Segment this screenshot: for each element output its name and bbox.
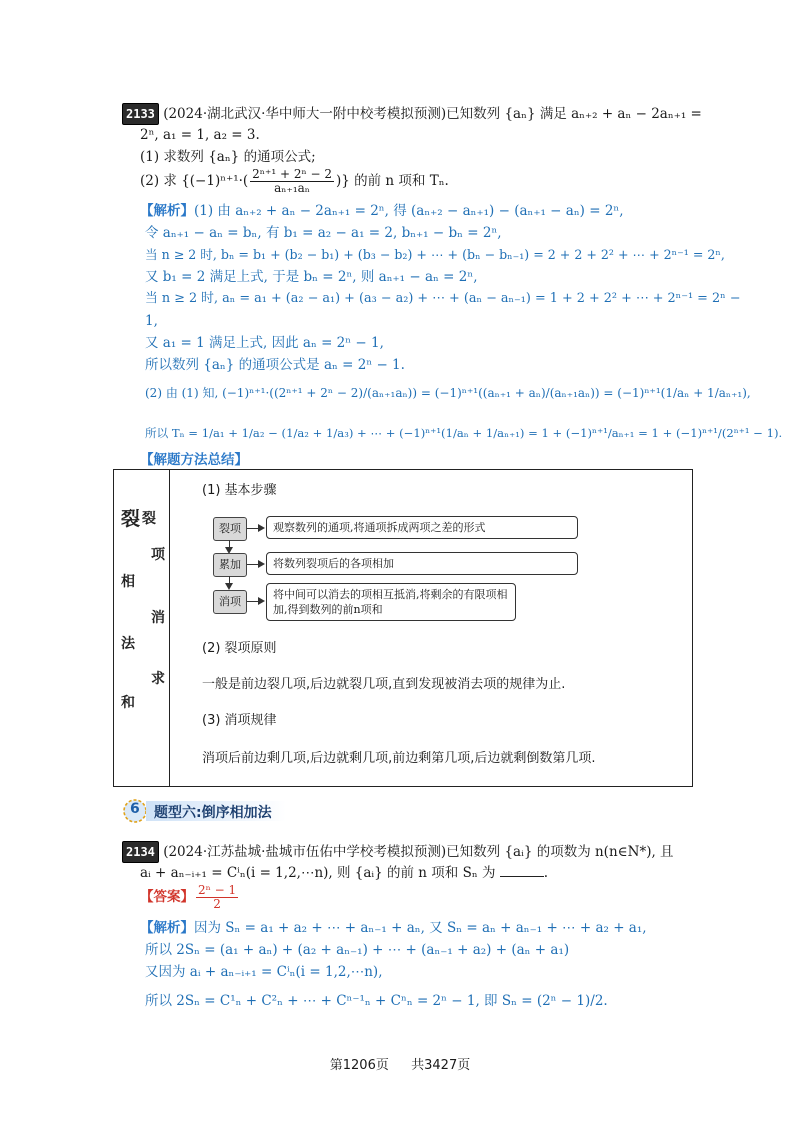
solution-label: 【解析】 [140,203,194,219]
summary-paragraph-3: 消项后前边剩几项,后边就剩几项,前边剩第几项,后边就剩倒数第几项. [202,751,596,766]
arrow-right-icon [258,597,265,605]
side-char: 项 [151,547,165,563]
answer-label: 【答案】 [140,889,194,905]
side-char: 法 [121,636,135,652]
solution-2134-line-4: 所以 2Sₙ = C¹ₙ + C²ₙ + ⋯ + Cⁿ⁻¹ₙ + Cⁿₙ = 2ⁿ − 1, 即 Sₙ = (2ⁿ − 1)/2. [145,993,608,1009]
step-tag-accumulate: 累加 [213,553,247,577]
solution-2134-line-3: 又因为 aᵢ + aₙ₋ᵢ₊₁ = Cⁱₙ(i = 1,2,⋯n), [145,964,383,980]
summary-heading-3: (3) 消项规律 [202,713,277,728]
solution-label: 【解析】 [140,920,194,936]
arrow-down-icon [225,583,233,590]
side-char: 和 [121,695,135,711]
solution-line-3: 当 n ≥ 2 时, bₙ = b₁ + (b₂ − b₁) + (b₃ − b₂) + ⋯ + (bₙ − bₙ₋₁) = 2 + 2 + 2² + ⋯ + 2ⁿ⁻¹ = 2ⁿ, [145,247,725,262]
arrow-right-icon [258,560,265,568]
side-char-big: 裂 [121,508,141,530]
side-char: 求 [151,671,165,687]
problem-number-badge: 2133 [122,103,159,125]
section-header [122,797,352,825]
solution-line-2: 令 aₙ₊₁ − aₙ = bₙ, 有 b₁ = a₂ − a₁ = 2, bₙ₊₁ − bₙ = 2ⁿ, [145,225,502,241]
solution-line-10: 所以 Tₙ = 1/a₁ + 1/a₂ − (1/a₂ + 1/a₃) + ⋯ + (−1)ⁿ⁺¹(1/aₙ + 1/aₙ₊₁) = 1 + (−1)ⁿ⁺¹/aₙ₊₁ = 1 + (−1)ⁿ⁺¹/(2ⁿ⁺¹ − 1). [145,426,783,440]
step-box-accumulate: 将数列裂项后的各项相加 [266,552,578,575]
answer-numerator: 2ⁿ − 1 [198,883,237,897]
method-summary-box [113,469,693,787]
summary-heading-2: (2) 裂项原则 [202,641,277,656]
solution-2134-line-2: 所以 2Sₙ = (a₁ + aₙ) + (a₂ + aₙ₋₁) + ⋯ + (aₙ₋₁ + a₂) + (aₙ + a₁) [145,942,570,958]
problem-intro-text: (2024·江苏盐城·盐城市伍佑中学校考模拟预测)已知数列 {aᵢ} 的项数为 n(n∈N*), 且 [163,844,674,860]
fraction-numerator: 2ⁿ⁺¹ + 2ⁿ − 2 [252,167,332,181]
question-1: (1) 求数列 {aₙ} 的通项公式; [140,149,316,165]
summary-paragraph-2: 一般是前边裂几项,后边就裂几项,直到发现被消去项的规律为止. [202,677,566,692]
solution-line-5: 当 n ≥ 2 时, aₙ = a₁ + (a₂ − a₁) + (a₃ − a₂) + ⋯ + (aₙ − aₙ₋₁) = 1 + 2 + 2² + ⋯ + 2ⁿ⁻¹ = 2ⁿ − [145,291,741,306]
summary-heading-1: (1) 基本步骤 [202,483,277,498]
side-char: 相 [121,574,135,590]
solution-line-1 [140,202,624,220]
step-tag-cancel: 消项 [213,590,247,614]
answer-line [140,884,240,911]
solution-line-6: 1, [145,313,158,329]
problem-number-badge: 2134 [122,841,159,863]
step-box-split: 观察数列的通项,将通项拆成两项之差的形式 [266,516,578,539]
solution-line-7: 又 a₁ = 1 满足上式, 因此 aₙ = 2ⁿ − 1, [145,335,384,351]
question-2-suffix: )} 的前 n 项和 Tₙ. [335,173,449,189]
answer-blank [500,864,544,877]
section-title: 题型六:倒序相加法 [154,805,272,821]
problem-2134-intro [122,841,674,863]
summary-label: 【解题方法总结】 [140,452,248,468]
problem-2133-intro [122,103,702,125]
question-2-prefix: (2) 求 {(−1)ⁿ⁺¹·( [140,173,249,189]
step-box-cancel: 将中间可以消去的项相互抵消,将剩余的有限项相加,得到数列的前n项和 [266,583,516,621]
page-number: 第1206页 [329,1058,389,1073]
page-footer [0,1054,800,1073]
section-number: 6 [130,801,140,817]
problem-intro-line2-text: aᵢ + aₙ₋ᵢ₊₁ = Cⁱₙ(i = 1,2,⋯n), 则 {aᵢ} 的前 n 项和 Sₙ 为 [140,865,496,881]
question-2-fraction [250,168,334,195]
solution-2134-line-1 [140,919,647,937]
side-char: 裂 [142,511,156,527]
solution-text: (1) 由 aₙ₊₂ + aₙ − 2aₙ₊₁ = 2ⁿ, 得 (aₙ₊₂ − aₙ₊₁) − (aₙ₊₁ − aₙ) = 2ⁿ, [194,203,624,219]
fraction-denominator: aₙ₊₁aₙ [274,181,310,195]
total-pages: 共3427页 [411,1058,471,1073]
arrow-right-icon [258,524,265,532]
side-char: 消 [151,610,165,626]
problem-intro-line2: aᵢ + aₙ₋ᵢ₊₁ = Cⁱₙ(i = 1,2,⋯n), 则 {aᵢ} 的前 n 项和 Sₙ 为 . [140,865,549,881]
step-tag-split: 裂项 [213,517,247,541]
problem-intro-text: (2024·湖北武汉·华中师大一附中校考模拟预测)已知数列 {aₙ} 满足 aₙ₊₂ + aₙ − 2aₙ₊₁ = [163,106,702,122]
solution-line-8: 所以数列 {aₙ} 的通项公式是 aₙ = 2ⁿ − 1. [145,357,405,373]
solution-line-4: 又 b₁ = 2 满足上式, 于是 bₙ = 2ⁿ, 则 aₙ₊₁ − aₙ = 2ⁿ, [145,269,478,285]
answer-fraction [196,884,238,911]
answer-denominator: 2 [213,897,221,911]
problem-intro-line2: 2ⁿ, a₁ = 1, a₂ = 3. [140,127,260,143]
solution-line-9: (2) 由 (1) 知, (−1)ⁿ⁺¹·((2ⁿ⁺¹ + 2ⁿ − 2)/(aₙ₊₁aₙ)) = (−1)ⁿ⁺¹((aₙ₊₁ + aₙ)/(aₙ₊₁aₙ)) = (−1)ⁿ⁺¹(1/aₙ + 1/aₙ₊₁), [145,386,751,400]
solution-text: 因为 Sₙ = a₁ + a₂ + ⋯ + aₙ₋₁ + aₙ, 又 Sₙ = aₙ + aₙ₋₁ + ⋯ + a₂ + a₁, [194,920,647,936]
summary-side-column [114,470,170,786]
question-2 [140,166,449,196]
